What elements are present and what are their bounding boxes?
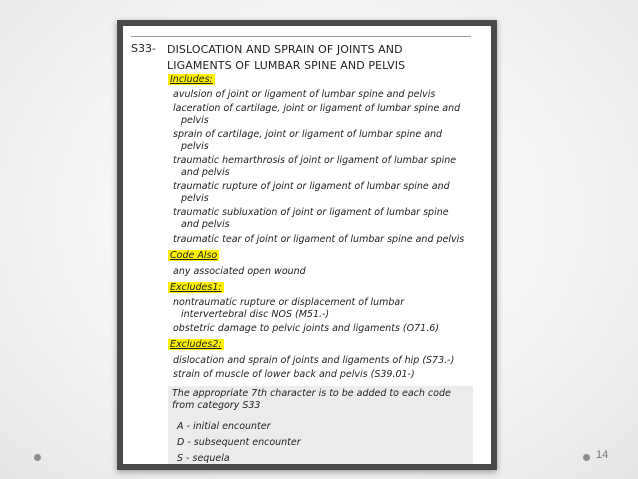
slide-bullet-dot-left [34, 454, 41, 461]
includes-item-line: traumatic hemarthrosis of joint or ligament of lumbar spine [173, 155, 457, 166]
includes-item [173, 155, 473, 179]
excludes2-item [173, 369, 473, 381]
document-page [123, 26, 491, 464]
seventh-character-option: A - initial encounter [177, 421, 271, 432]
includes-item [173, 103, 473, 127]
code-also-label [168, 250, 219, 261]
excludes1-item [173, 297, 473, 321]
includes-label [168, 74, 215, 85]
seventh-character-option: D - subsequent encounter [177, 437, 301, 448]
excludes2-item-line: dislocation and sprain of joints and ligaments of hip (S73.-) [173, 355, 455, 366]
includes-item [173, 129, 473, 153]
category-code: S33- [131, 42, 156, 55]
slide-bullet-dot-right [583, 454, 590, 461]
header-rule [131, 36, 471, 37]
code-also-item [173, 266, 473, 278]
seventh-character-instruction-line-2: from category S33 [172, 400, 261, 411]
includes-item-line: traumatic tear of joint or ligament of lumbar spine and pelvis [173, 234, 465, 245]
includes-item [173, 89, 473, 101]
includes-item-continuation: pelvis [181, 141, 209, 152]
includes-item-continuation: pelvis [181, 193, 209, 204]
excludes1-item-line: nontraumatic rupture or displacement of lumbar [173, 297, 405, 308]
code-also-label-text: Code Also [170, 250, 218, 261]
excludes1-item-line: obstetric damage to pelvic joints and ligaments (O71.6) [173, 323, 439, 334]
includes-item-continuation: and pelvis [181, 219, 230, 230]
seventh-character-box [168, 386, 473, 464]
document-image-frame [117, 20, 497, 470]
code-also-item-line: any associated open wound [173, 266, 306, 277]
includes-item-continuation: pelvis [181, 115, 209, 126]
excludes1-label-text: Excludes1: [170, 282, 222, 293]
category-title [167, 42, 477, 74]
includes-item-continuation: and pelvis [181, 167, 230, 178]
seventh-character-instruction [172, 388, 467, 412]
excludes1-item-continuation: intervertebral disc NOS (M51.-) [181, 309, 330, 320]
includes-label-text: Includes: [170, 74, 213, 85]
excludes2-item [173, 355, 473, 367]
includes-item-line: laceration of cartilage, joint or ligament of lumbar spine and [173, 103, 461, 114]
excludes2-label [168, 339, 224, 350]
category-title-line-2: LIGAMENTS OF LUMBAR SPINE AND PELVIS [167, 59, 406, 72]
includes-item-line: sprain of cartilage, joint or ligament of lumbar spine and [173, 129, 443, 140]
excludes2-item-line: strain of muscle of lower back and pelvis (S39.01-) [173, 369, 415, 380]
category-title-line-1: DISLOCATION AND SPRAIN OF JOINTS AND [167, 43, 403, 56]
includes-item [173, 207, 473, 231]
seventh-character-instruction-line-1: The appropriate 7th character is to be added to each code [172, 388, 451, 399]
excludes1-item [173, 323, 473, 335]
seventh-character-option: S - sequela [177, 453, 230, 464]
includes-item-line: traumatic subluxation of joint or ligament of lumbar spine [173, 207, 449, 218]
slide-page-number: 14 [596, 449, 609, 461]
includes-item-line: avulsion of joint or ligament of lumbar spine and pelvis [173, 89, 436, 100]
includes-item-line: traumatic rupture of joint or ligament of lumbar spine and [173, 181, 450, 192]
excludes2-label-text: Excludes2: [170, 339, 222, 350]
includes-item [173, 234, 473, 246]
includes-item [173, 181, 473, 205]
excludes1-label [168, 282, 224, 293]
